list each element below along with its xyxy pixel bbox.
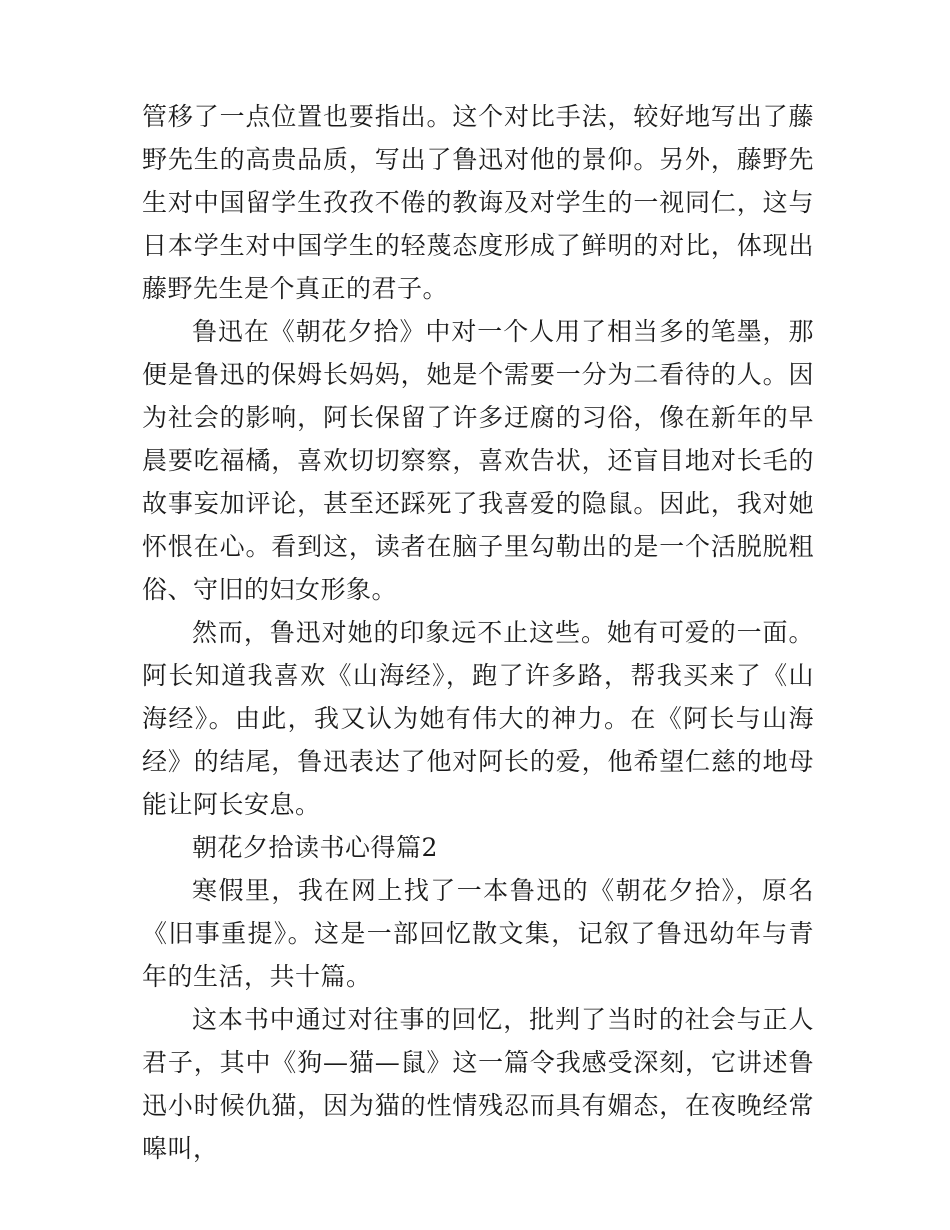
paragraph-winter-reading: 寒假里，我在网上找了一本鲁迅的《朝花夕拾》，原名《旧事重提》。这是一部回忆散文集，记叙了鲁迅幼年与青年的生活，共十篇。	[142, 876, 814, 991]
document-page	[142, 95, 814, 1170]
paragraph-ah-chang-shanhaijing: 然而，鲁迅对她的印象远不止这些。她有可爱的一面。阿长知道我喜欢《山海经》，跑了许多路，帮我买来了《山海经》。由此，我又认为她有伟大的神力。在《阿长与山海经》的结尾，鲁迅表达了他对阿长的爱，他希望仁慈的地母能让阿长安息。	[142, 618, 814, 819]
paragraph-fujino-contrast: 管移了一点位置也要指出。这个对比手法，较好地写出了藤野先生的高贵品质，写出了鲁迅对他的景仰。另外，藤野先生对中国留学生孜孜不倦的教诲及对学生的一视同仁，这与日本学生对中国学生的轻蔑态度形成了鲜明的对比，体现出藤野先生是个真正的君子。	[142, 102, 814, 303]
paragraph-ah-chang-habits: 鲁迅在《朝花夕拾》中对一个人用了相当多的笔墨，那便是鲁迅的保姆长妈妈，她是个需要一分为二看待的人。因为社会的影响，阿长保留了许多迂腐的习俗，像在新年的早晨要吃福橘，喜欢切切察察，喜欢告状，还盲目地对长毛的故事妄加评论，甚至还踩死了我喜爱的隐鼠。因此，我对她怀恨在心。看到这，读者在脑子里勾勒出的是一个活脱脱粗俗、守旧的妇女形象。	[142, 317, 814, 604]
paragraph-dog-cat-mouse: 这本书中通过对往事的回忆，批判了当时的社会与正人君子，其中《狗—猫—鼠》这一篇令我感受深刻，它讲述鲁迅小时候仇猫，因为猫的性情残忍而具有媚态，在夜晚经常嗥叫，	[142, 1005, 814, 1163]
section-heading: 朝花夕拾读书心得篇2	[192, 833, 438, 862]
